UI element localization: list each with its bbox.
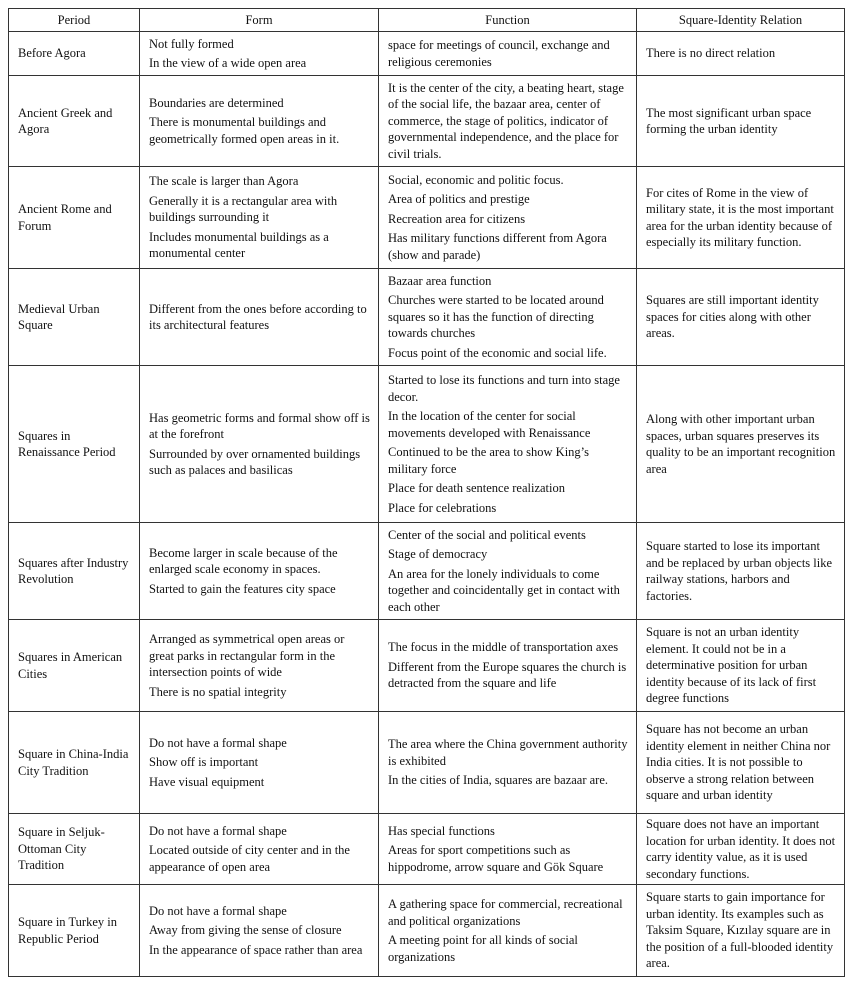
cell-period xyxy=(9,76,140,167)
relation-text: For cites of Rome in the view of military state, it is the most important area for the urban identity because of especially its military function. xyxy=(646,185,834,249)
cell-function xyxy=(379,366,637,523)
function-text: Center of the social and political events xyxy=(388,527,586,542)
cell-form xyxy=(140,167,379,269)
table-row xyxy=(9,712,845,814)
function-text: Place for death sentence realization xyxy=(388,481,565,495)
function-text: The focus in the middle of transportation axes xyxy=(388,640,619,655)
function-text: Bazaar area function xyxy=(388,273,492,288)
cell-form xyxy=(140,269,379,366)
cell-form xyxy=(140,76,379,167)
cell-function xyxy=(379,76,637,167)
cell-function xyxy=(379,814,637,885)
cell-period xyxy=(9,167,140,269)
form-text: In the view of a wide open area xyxy=(149,56,307,70)
table-row xyxy=(9,32,845,76)
function-text: Has special functions xyxy=(388,823,495,838)
function-text: An area for the lonely individuals to come together and coincidentally get in contact with each other xyxy=(388,566,620,614)
cell-period xyxy=(9,885,140,977)
cell-function xyxy=(379,712,637,814)
cell-period xyxy=(9,814,140,885)
form-text: Has geometric forms and formal show off is at the forefront xyxy=(149,410,370,441)
function-text: Social, economic and politic focus. xyxy=(388,172,564,187)
cell-period xyxy=(9,712,140,814)
cell-relation xyxy=(637,523,845,620)
function-text: Stage of democracy xyxy=(388,547,488,562)
cell-relation xyxy=(637,620,845,712)
table-row xyxy=(9,523,845,620)
relation-text: Square has not become an urban identity element in neither China nor India cities. It is not possible to observe a strong relation between square and urban identity xyxy=(646,722,831,803)
cell-function xyxy=(379,32,637,76)
header-period: Period xyxy=(9,9,140,32)
cell-form xyxy=(140,32,379,76)
cell-relation xyxy=(637,32,845,76)
form-text: There is no spatial integrity xyxy=(149,684,287,699)
cell-form xyxy=(140,523,379,620)
relation-text: Square starts to gain importance for urban identity. Its examples such as Taksim Square, Kızılay square are in the position of a full-blooded identity area. xyxy=(646,890,834,971)
form-text: Do not have a formal shape xyxy=(149,735,287,750)
period-text: Ancient Greek and Agora xyxy=(18,105,113,136)
cell-function xyxy=(379,885,637,977)
cell-function xyxy=(379,523,637,620)
function-text: In the location of the center for social movements developed with Renaissance xyxy=(388,409,591,440)
form-text: Do not have a formal shape xyxy=(149,823,287,838)
function-text: Area of politics and prestige xyxy=(388,192,530,207)
header-row xyxy=(9,9,845,32)
function-text: Areas for sport competitions such as hippodrome, arrow square and Gök Square xyxy=(388,843,604,874)
cell-period xyxy=(9,269,140,366)
form-text: Arranged as symmetrical open areas or great parks in rectangular form in the intersection points of wide xyxy=(149,632,345,679)
period-text: Squares after Industry Revolution xyxy=(18,555,129,586)
relation-text: Square is not an urban identity element. It could not be in a determinative position for urban identity because of its lack of first degree functions xyxy=(646,625,817,706)
relation-text: The most significant urban space forming the urban identity xyxy=(646,105,812,136)
relation-text: Squares are still important identity spaces for cities along with other areas. xyxy=(646,293,819,341)
cell-function xyxy=(379,620,637,712)
cell-function xyxy=(379,167,637,269)
form-text: Includes monumental buildings as a monumental center xyxy=(149,229,329,261)
function-text: A gathering space for commercial, recreational and political organizations xyxy=(388,897,623,928)
period-text: Square in Seljuk-Ottoman City Tradition xyxy=(18,825,105,873)
function-text: space for meetings of council, exchange and religious ceremonies xyxy=(388,38,610,69)
cell-relation xyxy=(637,712,845,814)
function-text: A meeting point for all kinds of social organizations xyxy=(388,933,578,964)
function-text: Place for celebrations xyxy=(388,500,497,515)
table-row xyxy=(9,814,845,885)
table-row xyxy=(9,885,845,977)
form-text: The scale is larger than Agora xyxy=(149,174,299,189)
form-text: Become larger in scale because of the enlarged scale economy in spaces. xyxy=(149,545,338,577)
cell-relation xyxy=(637,885,845,977)
period-text: Square in Turkey in Republic Period xyxy=(18,915,117,946)
table-row xyxy=(9,167,845,269)
form-text: Not fully formed xyxy=(149,36,234,51)
table-row xyxy=(9,76,845,167)
cell-period xyxy=(9,620,140,712)
function-text: It is the center of the city, a beating heart, stage of the social life, the bazaar area, center of commerce, the stage of politics, indicator of governmental independence, and the place for civil trials. xyxy=(388,80,624,161)
cell-function xyxy=(379,269,637,366)
relation-text: Square started to lose its important and be replaced by urban objects like railway stations, harbors and factories. xyxy=(646,539,833,603)
cell-period xyxy=(9,32,140,76)
comparison-table xyxy=(8,8,845,977)
form-text: Surrounded by over ornamented buildings such as palaces and basilicas xyxy=(149,446,361,477)
form-text: Started to gain the features city space xyxy=(149,581,336,596)
function-text: Has military functions different from Agora (show and parade) xyxy=(388,231,607,262)
form-text: Located outside of city center and in the appearance of open area xyxy=(149,843,350,874)
table-row xyxy=(9,366,845,523)
form-text: Have visual equipment xyxy=(149,774,265,789)
period-text: Medieval Urban Square xyxy=(18,301,100,332)
period-text: Ancient Rome and Forum xyxy=(18,202,112,233)
form-text: In the appearance of space rather than area xyxy=(149,942,363,957)
cell-period xyxy=(9,366,140,523)
period-text: Before Agora xyxy=(18,46,86,61)
cell-form xyxy=(140,885,379,977)
cell-form xyxy=(140,620,379,712)
period-text: Square in China-India City Tradition xyxy=(18,747,129,778)
function-text: Different from the Europe squares the church is detracted from the square and life xyxy=(388,659,627,691)
form-text: Away from giving the sense of closure xyxy=(149,923,342,938)
table-row xyxy=(9,620,845,712)
period-text: Squares in American Cities xyxy=(18,650,123,681)
form-text: There is monumental buildings and geometrically formed open areas in it. xyxy=(149,115,340,146)
form-text: Different from the ones before according to its architectural features xyxy=(149,301,367,332)
function-text: Recreation area for citizens xyxy=(388,211,526,226)
function-text: In the cities of India, squares are bazaar are. xyxy=(388,773,609,788)
cell-relation xyxy=(637,366,845,523)
form-text: Generally it is a rectangular area with buildings surrounding it xyxy=(149,193,338,225)
function-text: Churches were started to be located around squares so it has the function of directing towards churches xyxy=(388,293,604,341)
header-form: Form xyxy=(140,9,379,32)
cell-form xyxy=(140,712,379,814)
function-text: Focus point of the economic and social life. xyxy=(388,345,607,360)
header-function: Function xyxy=(379,9,637,32)
cell-relation xyxy=(637,814,845,885)
form-text: Show off is important xyxy=(149,755,259,770)
form-text: Boundaries are determined xyxy=(149,95,284,110)
relation-text: There is no direct relation xyxy=(646,46,776,61)
cell-relation xyxy=(637,76,845,167)
table-body xyxy=(9,32,845,977)
header-relation: Square-Identity Relation xyxy=(637,9,845,32)
function-text: The area where the China government authority is exhibited xyxy=(388,737,628,768)
cell-form xyxy=(140,814,379,885)
period-text: Squares in Renaissance Period xyxy=(18,428,116,459)
relation-text: Along with other important urban spaces, urban squares preserves its quality to be an important recognition area xyxy=(646,412,836,476)
cell-form xyxy=(140,366,379,523)
cell-relation xyxy=(637,269,845,366)
cell-period xyxy=(9,523,140,620)
function-text: Continued to be the area to show King’s military force xyxy=(388,445,590,476)
table-row xyxy=(9,269,845,366)
cell-relation xyxy=(637,167,845,269)
form-text: Do not have a formal shape xyxy=(149,903,287,918)
relation-text: Square does not have an important location for urban identity. It does not carry identity value, as it is used secondary functions. xyxy=(646,817,836,881)
function-text: Started to lose its functions and turn into stage decor. xyxy=(388,373,620,404)
